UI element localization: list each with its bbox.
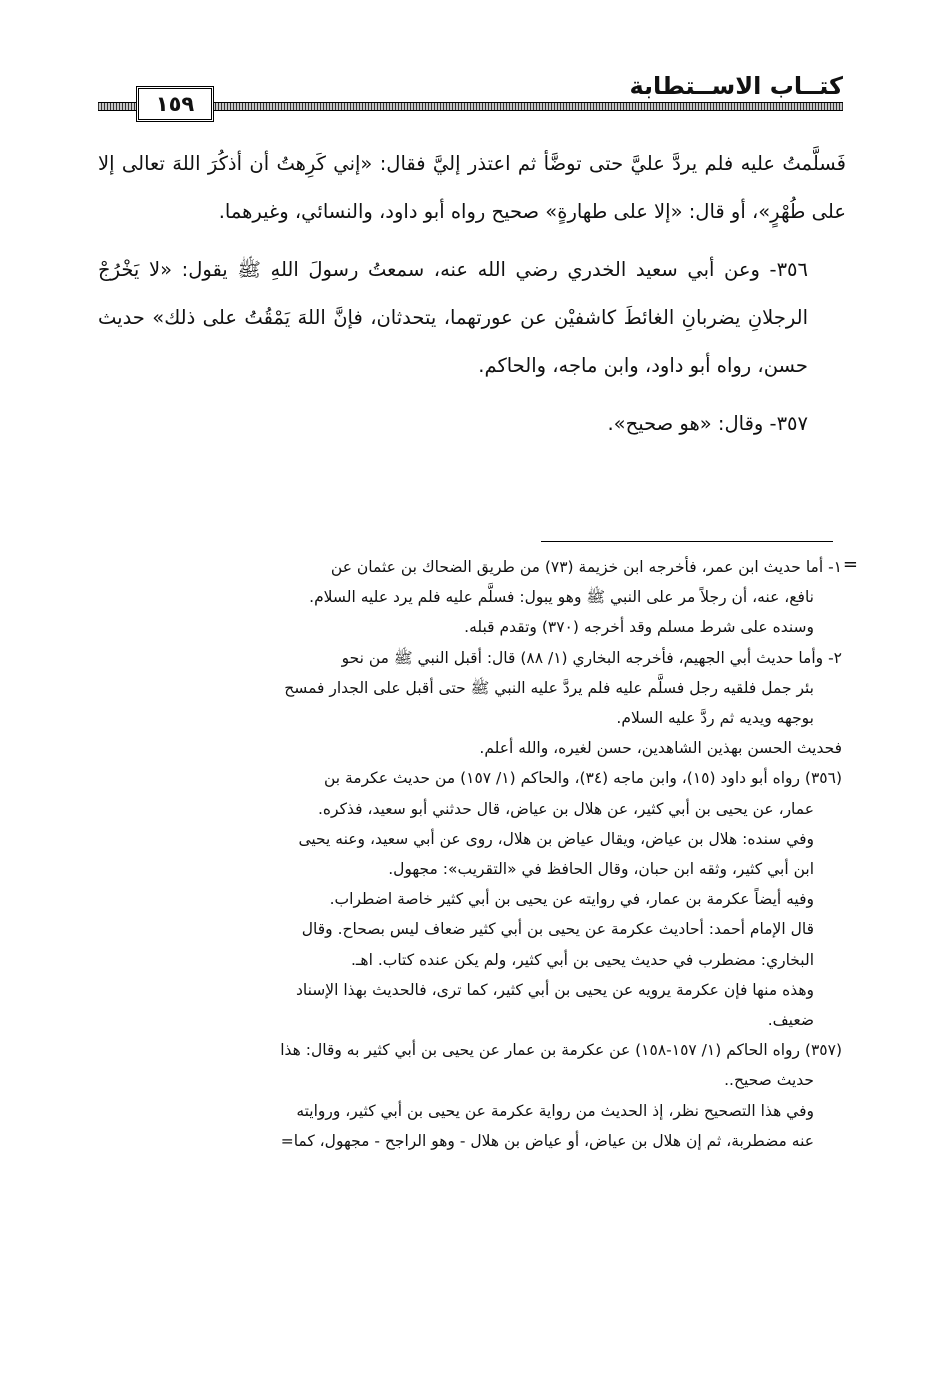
chapter-title: كتــاب الاســتطابة	[629, 72, 843, 100]
footnote-line: وفي هذا التصحيح نظر، إذ الحديث من رواية عكرمة عن يحيى بن أبي كثير، وروايته	[296, 1101, 814, 1120]
footnote-line: ابن أبي كثير، وثقه ابن حبان، وقال الحافظ في «التقريب»: مجهول.	[388, 860, 814, 879]
footnote-line: قال الإمام أحمد: أحاديث عكرمة عن يحيى بن أبي كثير ضعاف ليس بصحاح. وقال	[301, 920, 814, 939]
hadith-356: ٣٥٦- وعن أبي سعيد الخدري رضي الله عنه، سمعتُ رسولَ اللهِ ﷺ يقول: «لا يَخْرُجْ الرجلانِ يضربانِ الغائطَ كاشفيْن عن عورتهما، يتحدثان، فإنَّ اللهَ يَمْقُتُ على ذلك» حديث حسن، رواه أبو داود، وابن ماجه، والحاكم.	[98, 258, 808, 377]
footnote-line: نافع، عنه، أن رجلاً مر على النبي ﷺ وهو يبول: فسلَّم عليه فلم يرد عليه السلام.	[309, 588, 814, 607]
footnote-line: وهذه منها فإن عكرمة يرويه عن يحيى بن أبي كثير، كما ترى، فالحديث بهذا الإسناد	[295, 980, 814, 999]
footnote-line: وفي سنده: هلال بن عياض، ويقال عياض بن هلال، روى عن أبي سعيد، وعنه يحيى	[298, 829, 814, 848]
footnote-line: ٢- وأما حديث أبي الجهيم، فأخرجه البخاري (١/ ٨٨) قال: أقبل النبي ﷺ من نحو	[341, 648, 842, 667]
main-text	[98, 140, 846, 448]
footnote-line: وفيه أيضاً عكرمة بن عمار، في روايته عن يحيى بن أبي كثير خاصة اضطراب.	[329, 890, 814, 909]
footnote-line: (٣٥٦) رواه أبو داود (١٥)، وابن ماجه (٣٤)، والحاكم (١/ ١٥٧) من حديث عكرمة بن	[323, 769, 842, 788]
footnote-line: (٣٥٧) رواه الحاكم (١/ ١٥٧-١٥٨) عن عكرمة بن عمار عن يحيى بن أبي كثير به وقال: هذا	[280, 1041, 842, 1060]
continuation-mark: =	[842, 554, 858, 575]
footnote-line: البخاري: مضطرب في حديث يحيى بن أبي كثير، ولم يكن عنده كتاب. اهـ.	[350, 950, 814, 969]
footnote-line: وسنده على شرط مسلم وقد أخرجه (٣٧٠) وتقدم قبله.	[464, 618, 814, 637]
footnote-line: بئر جمل فلقيه رجل فسلَّم عليه فلم يردَّ عليه النبي ﷺ حتى أقبل على الجدار فمسح	[284, 678, 814, 697]
footnote-line: ضعيف.	[767, 1011, 814, 1030]
footnote-line: بوجهه ويديه ثم ردَّ عليه السلام.	[616, 709, 814, 728]
page-header	[98, 70, 843, 118]
footnote-line: حديث صحيح..	[724, 1071, 814, 1090]
page-number: ١٥٩	[136, 86, 214, 122]
footnote-line: ١- أما حديث ابن عمر، فأخرجه ابن خزيمة (٧٣) من طريق الضحاك بن عثمان عن	[330, 558, 842, 576]
footnotes	[98, 552, 842, 1156]
footnote-line: عمار، عن يحيى بن أبي كثير، عن هلال بن عياض، قال حدثني أبو سعيد، فذكره.	[318, 799, 814, 818]
footnote-line: عنه مضطربة، ثم إن هلال بن عياض، أو عياض بن هلال - وهو الراجح - مجهول، كما=	[280, 1131, 814, 1150]
hadith-357: ٣٥٧- وقال: «هو صحيح».	[607, 412, 808, 435]
footnote-line: فحديث الحسن بهذين الشاهدين، حسن لغيره، والله أعلم.	[479, 739, 842, 758]
footnote-separator	[541, 541, 833, 542]
hadith-355-ending: فَسلَّمتُ عليه فلم يردَّ عليَّ حتى توضَّأ ثم اعتذر إليَّ فقال: «إني كَرِهتُ أن أذكُرَ اللهَ تعالى إلا على طُهْرٍ»، أو قال: «إلا على طهارةٍ» صحيح رواه أبو داود، والنسائي، وغيرهما.	[98, 152, 846, 223]
